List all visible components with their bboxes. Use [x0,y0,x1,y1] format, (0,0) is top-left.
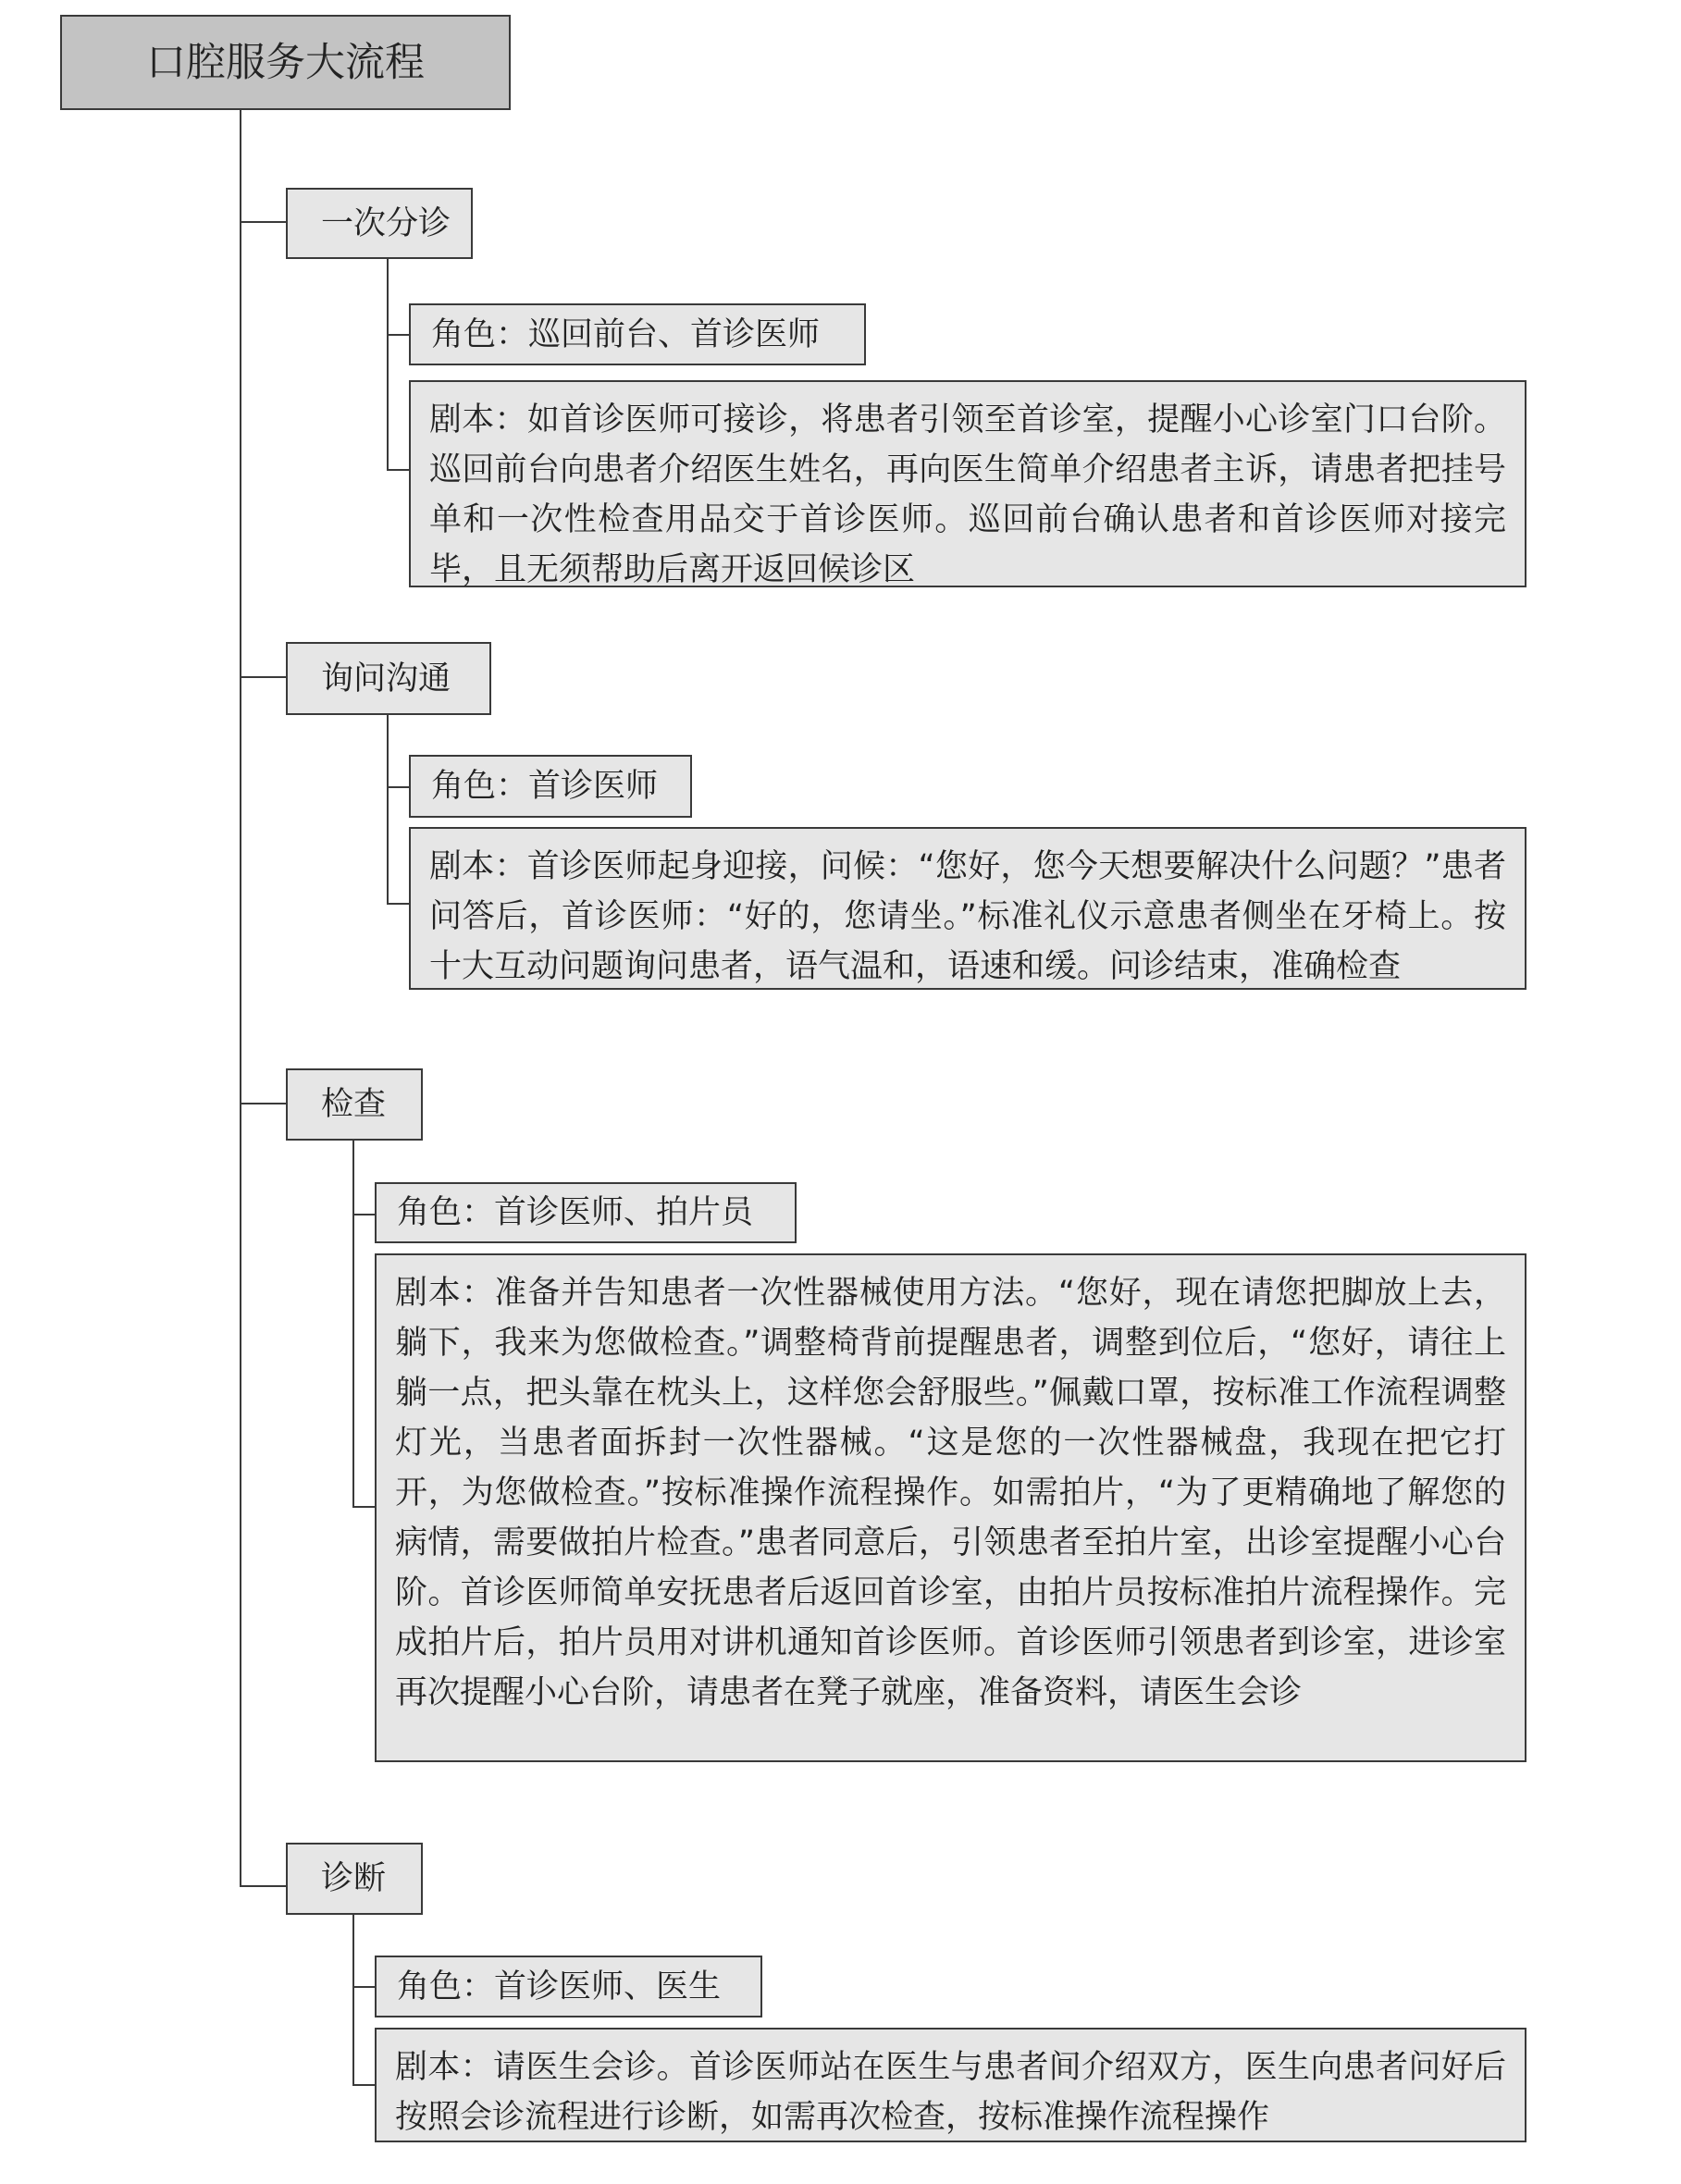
script-text: 剧本：首诊医师起身迎接，问候：“您好，您今天想要解决什么问题？”患者问答后，首诊医师：“好的，您请坐。”标准礼仪示意患者侧坐在牙椅上。按十大互动问题询问患者，语气温和，语速和缓。问诊结束，准确检查 [429,848,1506,985]
script-connector [387,469,410,471]
step-label: 检查 [321,1086,387,1123]
script-connector [387,903,410,905]
script-text: 剧本：如首诊医师可接诊，将患者引领至首诊室，提醒小心诊室门口台阶。巡回前台向患者介绍医生姓名，再向医生简单介绍患者主诉，请患者把挂号单和一次性检查用品交于首诊医师。巡回前台确认患者和首诊医师对接完毕，且无须帮助后离开返回候诊区 [429,401,1506,588]
step-label: 询问沟通 [321,660,451,697]
role-connector [387,786,410,788]
step-label: 诊断 [321,1860,387,1897]
root-title-box [60,15,511,110]
branch-connector [352,1140,354,1508]
step-label: 一次分诊 [321,204,451,242]
script-box [409,827,1526,990]
step-box-consultation [286,642,491,715]
step-connector [240,1103,287,1104]
step-connector [240,676,287,678]
script-connector [352,1506,376,1508]
branch-connector [352,1914,354,2086]
role-connector [387,334,410,336]
branch-connector [387,714,389,905]
role-box [409,303,866,365]
role-box [375,1182,797,1243]
root-title: 口腔服务大流程 [146,39,425,86]
step-connector [240,1885,287,1887]
step-box-triage [286,188,473,259]
script-text: 剧本：请医生会诊。首诊医师站在医生与患者间介绍双方，医生向患者问好后按照会诊流程进行诊断，如需再次检查，按标准操作流程操作 [395,2049,1506,2136]
branch-connector [387,258,389,471]
script-box [409,380,1526,587]
script-connector [352,2084,376,2086]
script-box [375,1253,1526,1762]
role-connector [352,1986,376,1988]
role-box [409,755,692,818]
role-text: 角色：巡回前台、首诊医师 [431,315,821,353]
role-text: 角色：首诊医师、拍片员 [397,1194,754,1231]
role-box [375,1956,762,2017]
step-connector [240,221,287,223]
role-text: 角色：首诊医师 [431,768,659,805]
step-box-diagnosis [286,1843,423,1915]
script-text: 剧本：准备并告知患者一次性器械使用方法。“您好，现在请您把脚放上去，躺下，我来为您做检查。”调整椅背前提醒患者，调整到位后，“您好，请往上躺一点，把头靠在枕头上，这样您会舒服些。”佩戴口罩，按标准工作流程调整灯光，当患者面拆封一次性器械。“这是您的一次性器械盘，我现在把它打开，为您做检查。”按标准操作流程操作。如需拍片，“为了更精确地了解您的病情，需要做拍片检查。”患者同意后，引领患者至拍片室，出诊室提醒小心台阶。首诊医师简单安抚患者后返回首诊室，由拍片员按标准拍片流程操作。完成拍片后，拍片员用对讲机通知首诊医师。首诊医师引领患者到诊室，进诊室再次提醒小心台阶，请患者在凳子就座，准备资料，请医生会诊 [395,1275,1506,1711]
role-connector [352,1214,376,1215]
step-box-examination [286,1068,423,1141]
role-text: 角色：首诊医师、医生 [397,1968,722,2005]
script-box [375,2028,1526,2142]
main-connector [240,109,241,1887]
